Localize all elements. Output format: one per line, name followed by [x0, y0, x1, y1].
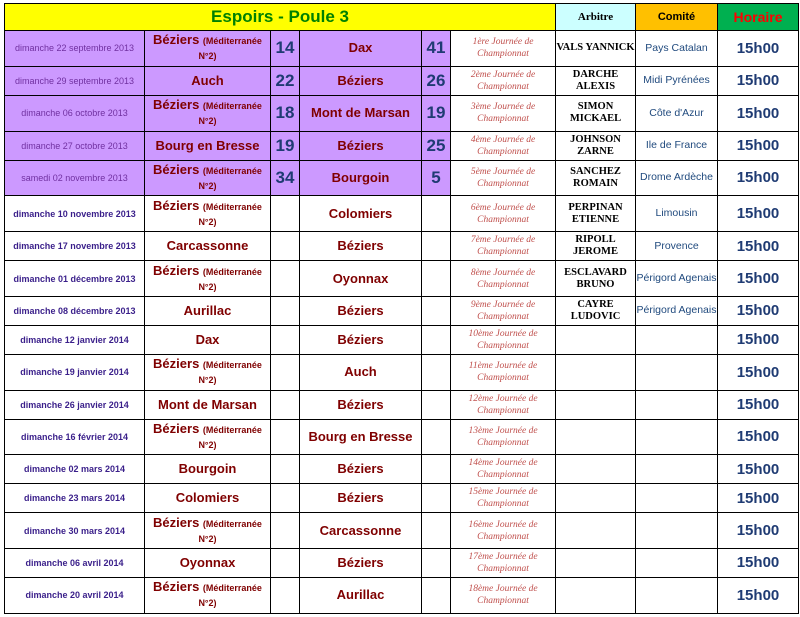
team-name: Béziers: [153, 97, 200, 113]
match-date: dimanche 02 mars 2014: [5, 455, 145, 484]
matchday-label: 4ème Journée de Championnat: [451, 131, 556, 160]
table-row: [5, 513, 799, 549]
match-date: dimanche 17 novembre 2013: [5, 232, 145, 261]
team-name: Dax: [348, 40, 373, 56]
home-score: [271, 261, 300, 297]
referee-name: ESCLAVARD BRUNO: [556, 261, 636, 297]
referee-name: [556, 513, 636, 549]
team-name: Oyonnax: [332, 270, 389, 286]
home-score: [271, 419, 300, 455]
home-score: [271, 577, 300, 613]
team-name: Aurillac: [336, 587, 385, 603]
away-score: 41: [422, 31, 451, 67]
away-score: [422, 419, 451, 455]
kickoff-time: 15h00: [718, 419, 799, 455]
referee-name: [556, 455, 636, 484]
team-name: Béziers: [337, 302, 384, 318]
team-name: Bourgoin: [331, 169, 390, 185]
team-name: Béziers: [337, 72, 384, 88]
team-name: Carcassonne: [166, 238, 249, 254]
team-name: Béziers: [153, 262, 200, 278]
away-score: [422, 296, 451, 325]
matchday-label: 15ème Journée de Championnat: [451, 484, 556, 513]
team-name: Béziers: [153, 197, 200, 213]
away-score: [422, 354, 451, 390]
away-score: 5: [422, 160, 451, 196]
home-score: [271, 196, 300, 232]
committee-name: [636, 549, 718, 578]
horaire-header: Horaire: [718, 4, 799, 31]
matchday-label: 5ème Journée de Championnat: [451, 160, 556, 196]
team-name: Mont de Marsan: [158, 396, 257, 412]
away-team: [300, 325, 422, 354]
team-name: Béziers: [153, 420, 200, 436]
away-score: 25: [422, 131, 451, 160]
referee-name: [556, 484, 636, 513]
away-score: [422, 325, 451, 354]
match-date: dimanche 29 septembre 2013: [5, 66, 145, 95]
committee-name: Pays Catalan: [636, 31, 718, 67]
table-row: [5, 455, 799, 484]
referee-name: [556, 549, 636, 578]
match-date: dimanche 08 décembre 2013: [5, 296, 145, 325]
match-date: dimanche 12 janvier 2014: [5, 325, 145, 354]
table-row: [5, 296, 799, 325]
home-team: [145, 354, 271, 390]
home-team: [145, 390, 271, 419]
referee-name: [556, 390, 636, 419]
arbitre-header: Arbitre: [556, 4, 636, 31]
home-score: [271, 232, 300, 261]
home-score: [271, 354, 300, 390]
team-name: Béziers: [337, 461, 384, 477]
team-note: (Méditerranée N°2): [198, 360, 262, 386]
committee-name: [636, 419, 718, 455]
kickoff-time: 15h00: [718, 160, 799, 196]
schedule-table: [4, 3, 799, 614]
home-score: [271, 325, 300, 354]
team-name: Mont de Marsan: [311, 105, 410, 121]
away-score: [422, 577, 451, 613]
away-team: [300, 484, 422, 513]
referee-name: CAYRE LUDOVIC: [556, 296, 636, 325]
team-name: Béziers: [337, 137, 384, 153]
home-team: [145, 577, 271, 613]
home-score: [271, 549, 300, 578]
kickoff-time: 15h00: [718, 296, 799, 325]
team-name: Bourg en Bresse: [308, 428, 413, 444]
matchday-label: 1ère Journée de Championnat: [451, 31, 556, 67]
referee-name: [556, 419, 636, 455]
team-name: Auch: [191, 72, 224, 88]
match-date: dimanche 22 septembre 2013: [5, 31, 145, 67]
away-team: [300, 419, 422, 455]
committee-name: [636, 325, 718, 354]
home-score: [271, 513, 300, 549]
header-row: [5, 4, 799, 31]
team-name: Auch: [344, 364, 377, 380]
committee-name: Provence: [636, 232, 718, 261]
matchday-label: 14ème Journée de Championnat: [451, 455, 556, 484]
matchday-label: 10ème Journée de Championnat: [451, 325, 556, 354]
team-name: Béziers: [337, 396, 384, 412]
kickoff-time: 15h00: [718, 95, 799, 131]
match-date: dimanche 16 février 2014: [5, 419, 145, 455]
away-score: [422, 232, 451, 261]
referee-name: [556, 325, 636, 354]
match-date: dimanche 23 mars 2014: [5, 484, 145, 513]
committee-name: [636, 484, 718, 513]
team-name: Béziers: [153, 161, 200, 177]
home-team: [145, 325, 271, 354]
away-score: [422, 390, 451, 419]
team-name: Béziers: [337, 490, 384, 506]
matchday-label: 16ème Journée de Championnat: [451, 513, 556, 549]
away-team: [300, 513, 422, 549]
away-score: [422, 261, 451, 297]
away-score: 26: [422, 66, 451, 95]
away-team: [300, 390, 422, 419]
table-row: [5, 160, 799, 196]
match-date: dimanche 27 octobre 2013: [5, 131, 145, 160]
home-team: [145, 549, 271, 578]
kickoff-time: 15h00: [718, 549, 799, 578]
home-score: 19: [271, 131, 300, 160]
away-team: [300, 232, 422, 261]
comite-header: Comité: [636, 4, 718, 31]
kickoff-time: 15h00: [718, 31, 799, 67]
matchday-label: 8ème Journée de Championnat: [451, 261, 556, 297]
match-date: dimanche 01 décembre 2013: [5, 261, 145, 297]
team-name: Béziers: [337, 554, 384, 570]
kickoff-time: 15h00: [718, 131, 799, 160]
away-team: [300, 261, 422, 297]
referee-name: VALS YANNICK: [556, 31, 636, 67]
home-score: [271, 484, 300, 513]
kickoff-time: 15h00: [718, 577, 799, 613]
team-note: (Méditerranée N°2): [198, 36, 262, 62]
kickoff-time: 15h00: [718, 455, 799, 484]
table-row: [5, 549, 799, 578]
home-score: [271, 455, 300, 484]
away-team: [300, 131, 422, 160]
table-row: [5, 419, 799, 455]
team-name: Béziers: [153, 356, 200, 372]
team-note: (Méditerranée N°2): [198, 424, 262, 450]
kickoff-time: 15h00: [718, 196, 799, 232]
match-date: dimanche 10 novembre 2013: [5, 196, 145, 232]
team-name: Béziers: [337, 238, 384, 254]
matchday-label: 17ème Journée de Championnat: [451, 549, 556, 578]
home-team: [145, 160, 271, 196]
home-team: [145, 232, 271, 261]
matchday-label: 13ème Journée de Championnat: [451, 419, 556, 455]
team-note: (Méditerranée N°2): [198, 518, 262, 544]
referee-name: [556, 354, 636, 390]
away-score: [422, 455, 451, 484]
team-name: Béziers: [337, 331, 384, 347]
home-team: [145, 131, 271, 160]
home-score: 34: [271, 160, 300, 196]
match-date: dimanche 06 avril 2014: [5, 549, 145, 578]
referee-name: PERPINAN ETIENNE: [556, 196, 636, 232]
kickoff-time: 15h00: [718, 354, 799, 390]
committee-name: Périgord Agenais: [636, 296, 718, 325]
team-name: Colomiers: [328, 205, 393, 221]
home-team: [145, 455, 271, 484]
committee-name: Périgord Agenais: [636, 261, 718, 297]
home-team: [145, 31, 271, 67]
away-team: [300, 354, 422, 390]
match-date: dimanche 20 avril 2014: [5, 577, 145, 613]
committee-name: [636, 354, 718, 390]
team-name: Colomiers: [175, 490, 240, 506]
table-row: [5, 354, 799, 390]
home-team: [145, 419, 271, 455]
referee-name: DARCHE ALEXIS: [556, 66, 636, 95]
away-score: [422, 549, 451, 578]
match-date: dimanche 06 octobre 2013: [5, 95, 145, 131]
kickoff-time: 15h00: [718, 261, 799, 297]
home-team: [145, 484, 271, 513]
kickoff-time: 15h00: [718, 232, 799, 261]
committee-name: Côte d'Azur: [636, 95, 718, 131]
match-date: dimanche 30 mars 2014: [5, 513, 145, 549]
table-row: [5, 232, 799, 261]
home-team: [145, 66, 271, 95]
home-team: [145, 296, 271, 325]
team-name: Béziers: [153, 32, 200, 48]
match-date: dimanche 26 janvier 2014: [5, 390, 145, 419]
kickoff-time: 15h00: [718, 390, 799, 419]
team-name: Oyonnax: [179, 554, 236, 570]
home-team: [145, 95, 271, 131]
committee-name: Midi Pyrénées: [636, 66, 718, 95]
table-title: Espoirs - Poule 3: [5, 4, 556, 31]
committee-name: [636, 390, 718, 419]
away-score: 19: [422, 95, 451, 131]
home-score: 14: [271, 31, 300, 67]
matchday-label: 18ème Journée de Championnat: [451, 577, 556, 613]
team-note: (Méditerranée N°2): [198, 583, 262, 609]
away-team: [300, 455, 422, 484]
referee-name: JOHNSON ZARNE: [556, 131, 636, 160]
matchday-label: 2ème Journée de Championnat: [451, 66, 556, 95]
committee-name: Drome Ardèche: [636, 160, 718, 196]
team-name: Bourg en Bresse: [155, 137, 260, 153]
matchday-label: 11ème Journée de Championnat: [451, 354, 556, 390]
table-row: [5, 261, 799, 297]
team-name: Carcassonne: [319, 522, 402, 538]
home-score: [271, 296, 300, 325]
team-name: Bourgoin: [178, 461, 237, 477]
table-row: [5, 31, 799, 67]
away-team: [300, 160, 422, 196]
committee-name: Ile de France: [636, 131, 718, 160]
kickoff-time: 15h00: [718, 513, 799, 549]
referee-name: SANCHEZ ROMAIN: [556, 160, 636, 196]
table-row: [5, 196, 799, 232]
home-score: 22: [271, 66, 300, 95]
team-name: Béziers: [153, 579, 200, 595]
referee-name: SIMON MICKAEL: [556, 95, 636, 131]
team-note: (Méditerranée N°2): [198, 266, 262, 292]
team-note: (Méditerranée N°2): [198, 165, 262, 191]
committee-name: Limousin: [636, 196, 718, 232]
table-row: [5, 484, 799, 513]
home-team: [145, 261, 271, 297]
home-score: [271, 390, 300, 419]
matchday-label: 7ème Journée de Championnat: [451, 232, 556, 261]
away-team: [300, 95, 422, 131]
kickoff-time: 15h00: [718, 325, 799, 354]
away-team: [300, 549, 422, 578]
matchday-label: 9ème Journée de Championnat: [451, 296, 556, 325]
committee-name: [636, 513, 718, 549]
referee-name: RIPOLL JEROME: [556, 232, 636, 261]
table-row: [5, 390, 799, 419]
home-team: [145, 513, 271, 549]
matchday-label: 6ème Journée de Championnat: [451, 196, 556, 232]
away-score: [422, 196, 451, 232]
table-row: [5, 325, 799, 354]
away-team: [300, 31, 422, 67]
matchday-label: 3ème Journée de Championnat: [451, 95, 556, 131]
team-note: (Méditerranée N°2): [198, 101, 262, 127]
kickoff-time: 15h00: [718, 484, 799, 513]
table-row: [5, 66, 799, 95]
away-score: [422, 484, 451, 513]
away-team: [300, 577, 422, 613]
committee-name: [636, 455, 718, 484]
match-date: dimanche 19 janvier 2014: [5, 354, 145, 390]
team-name: Dax: [195, 331, 220, 347]
referee-name: [556, 577, 636, 613]
away-team: [300, 196, 422, 232]
table-row: [5, 131, 799, 160]
kickoff-time: 15h00: [718, 66, 799, 95]
home-score: 18: [271, 95, 300, 131]
team-name: Aurillac: [183, 302, 232, 318]
match-date: samedi 02 novembre 2013: [5, 160, 145, 196]
away-score: [422, 513, 451, 549]
away-team: [300, 66, 422, 95]
table-row: [5, 577, 799, 613]
committee-name: [636, 577, 718, 613]
team-note: (Méditerranée N°2): [198, 201, 262, 227]
matchday-label: 12ème Journée de Championnat: [451, 390, 556, 419]
team-name: Béziers: [153, 514, 200, 530]
table-row: [5, 95, 799, 131]
home-team: [145, 196, 271, 232]
away-team: [300, 296, 422, 325]
